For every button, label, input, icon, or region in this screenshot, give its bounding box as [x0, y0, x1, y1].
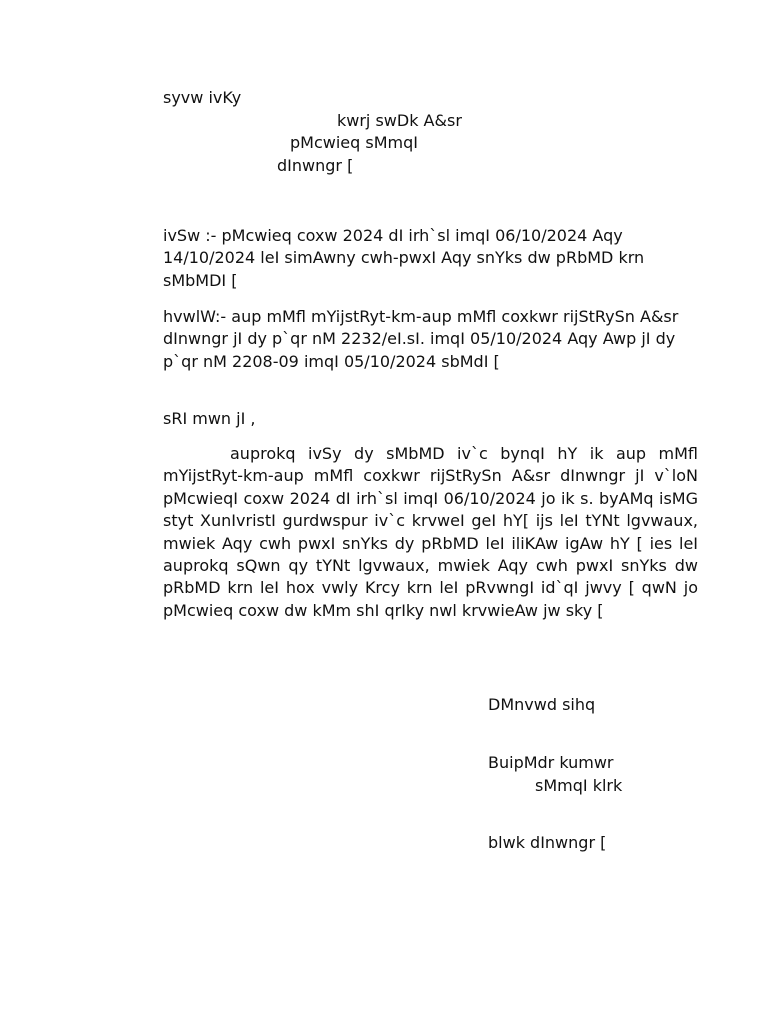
place-line: dInwngr [	[277, 156, 354, 175]
addressee: syvw ivKy	[163, 88, 242, 107]
signatory-title: sMmqI klrk	[535, 776, 623, 795]
department-line: pMcwieq sMmqI	[290, 133, 418, 152]
subject-paragraph: ivSw :- pMcwieq coxw 2024 dI irh`sl imqI 06/10/2024 Aqy 14/10/2024 leI simAwny cwh-pwxI Aqy snYks dw pRbMD krn sMbMDI [	[163, 226, 645, 290]
signatory-name: BuipMdr kumwr	[488, 753, 614, 772]
office-line: kwrj swDk A&sr	[337, 111, 462, 130]
closing: DMnvwd sihq	[488, 695, 596, 714]
body-paragraph: auprokq ivSy dy sMbMD iv`c bynqI hY ik aup mMfl mYijstRyt-km-aup mMfl coxkwr rijStRySn A&sr dInwngr jI v`loN pMcwieqI coxw 2024 dI irh`sl imqI 06/10/2024 jo ik s. byAMq isMG styt XunIvristI gurdwspur iv`c krvweI geI hY[ ijs leI tYNt lgvwaux, mwiek Aqy cwh pwxI snYks dy pRbMD leI iliKAw igAw hY [ ies leI auprokq sQwn qy tYNt lgvwaux, mwiek Aqy cwh pwxI snYks dw pRbMD krn leI hox vwly Krcy krn leI pRvwngI id`qI jwvy [ qwN jo pMcwieq coxw dw kMm shI qrIky nwl krvwieAw jw sky [	[163, 444, 698, 620]
signatory-block: blwk dInwngr [	[488, 833, 607, 852]
salutation: sRI mwn jI ,	[163, 409, 256, 428]
reference-paragraph: hvwlW:- aup mMfl mYijstRyt-km-aup mMfl coxkwr rijStRySn A&sr dInwngr jI dy p`qr nM 2232/eI.sI. imqI 05/10/2024 Aqy Awp jI dy p`qr nM 2208-09 imqI 05/10/2024 sbMdI [	[163, 307, 679, 371]
